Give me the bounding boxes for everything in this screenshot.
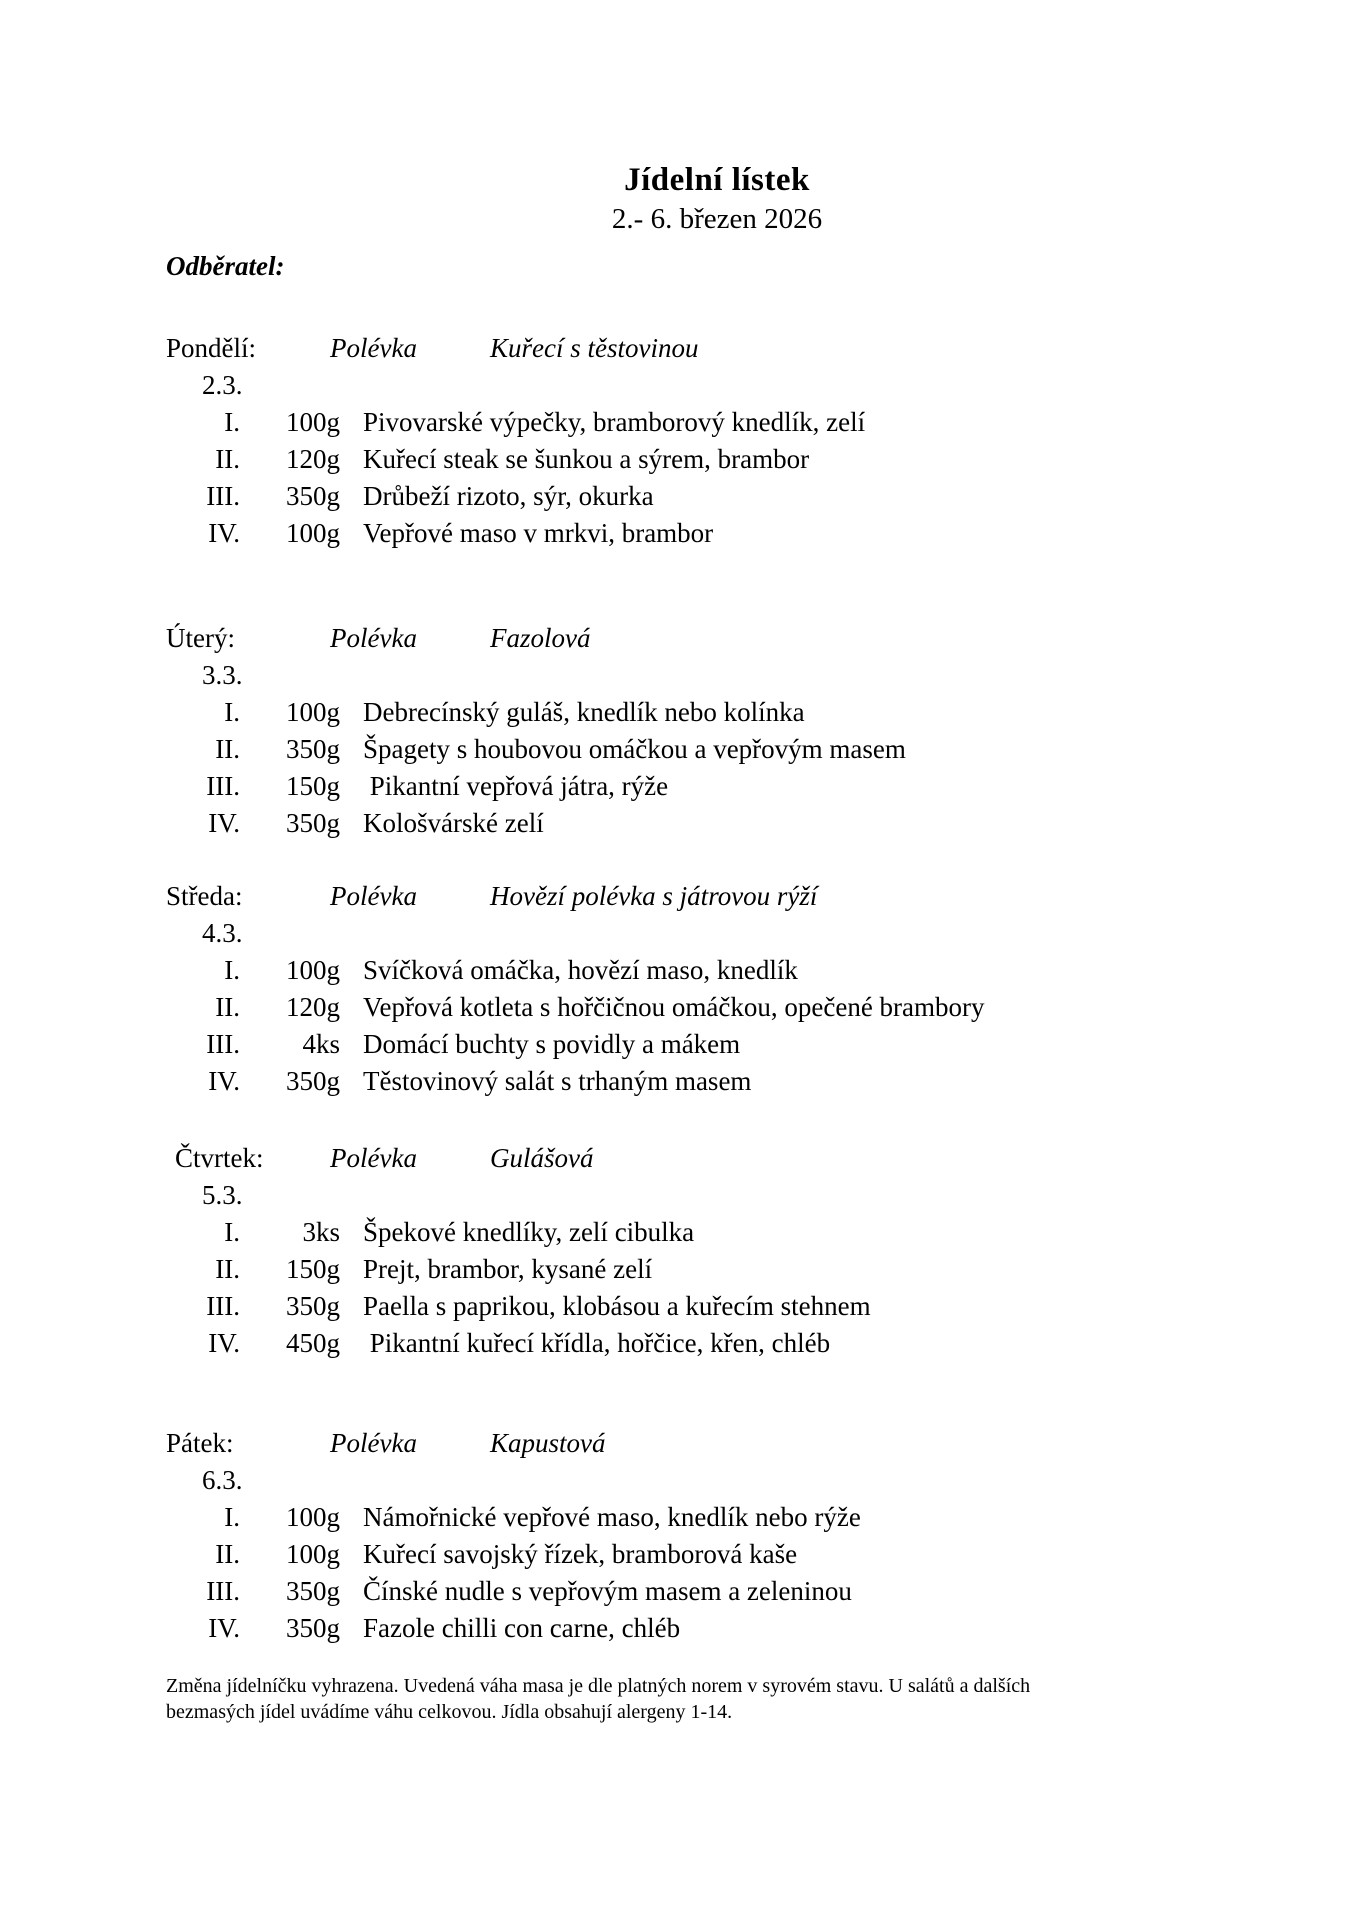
menu-item-row: [166, 768, 1268, 805]
item-weight: 120g: [286, 444, 340, 474]
soup-label: Polévka: [330, 1428, 417, 1458]
item-description: Debrecínský guláš, knedlík nebo kolínka: [363, 697, 805, 727]
item-description: Špekové knedlíky, zelí cibulka: [363, 1217, 695, 1247]
item-numeral: III.: [206, 1576, 240, 1606]
item-numeral: I.: [224, 1217, 240, 1247]
day-block-friday: [166, 1425, 1268, 1647]
day-date: 2.3.: [202, 370, 243, 400]
soup-name: Hovězí polévka s játrovou rýží: [490, 881, 818, 911]
item-weight: 4ks: [302, 1029, 340, 1059]
day-date: 4.3.: [202, 918, 243, 948]
item-description: Fazole chilli con carne, chléb: [363, 1613, 681, 1643]
item-weight: 150g: [286, 1254, 340, 1284]
item-numeral: II.: [215, 734, 240, 764]
page-title: Jídelní lístek: [624, 162, 810, 198]
item-numeral: IV.: [208, 518, 240, 548]
item-description: Pikantní kuřecí křídla, hořčice, křen, chléb: [363, 1328, 831, 1358]
item-weight: 120g: [286, 992, 340, 1022]
day-header: [166, 1425, 1268, 1462]
footer-note-line-1: Změna jídelníčku vyhrazena. Uvedená váha masa je dle platných norem v syrovém stavu. U salátů a dalších: [166, 1675, 1031, 1697]
soup-label: Polévka: [330, 881, 417, 911]
item-weight: 350g: [286, 734, 340, 764]
item-numeral: I.: [224, 697, 240, 727]
item-numeral: IV.: [208, 808, 240, 838]
item-numeral: IV.: [208, 1613, 240, 1643]
menu-item-row: [166, 1325, 1268, 1362]
item-description: Těstovinový salát s trhaným masem: [363, 1066, 752, 1096]
day-header: [166, 620, 1268, 657]
item-weight: 350g: [286, 1576, 340, 1606]
footer-note: [166, 1673, 1226, 1725]
item-numeral: I.: [224, 1502, 240, 1532]
menu-item-row: [166, 731, 1268, 768]
customer-label: Odběratel:: [166, 251, 285, 281]
soup-label: Polévka: [330, 1143, 417, 1173]
menu-item-row: [166, 1214, 1268, 1251]
item-weight: 350g: [286, 808, 340, 838]
menu-item-row: [166, 478, 1268, 515]
item-numeral: IV.: [208, 1066, 240, 1096]
item-weight: 350g: [286, 1066, 340, 1096]
item-description: Námořnické vepřové maso, knedlík nebo rýže: [363, 1502, 861, 1532]
day-name: Pátek:: [166, 1428, 234, 1458]
item-description: Kuřecí steak se šunkou a sýrem, brambor: [363, 444, 810, 474]
soup-name: Kuřecí s těstovinou: [490, 333, 699, 363]
item-numeral: I.: [224, 955, 240, 985]
item-numeral: IV.: [208, 1328, 240, 1358]
item-description: Drůbeží rizoto, sýr, okurka: [363, 481, 654, 511]
soup-label: Polévka: [330, 623, 417, 653]
item-weight: 3ks: [302, 1217, 340, 1247]
item-weight: 100g: [286, 1502, 340, 1532]
menu-item-row: [166, 1536, 1268, 1573]
item-weight: 350g: [286, 1291, 340, 1321]
menu-item-row: [166, 989, 1268, 1026]
day-header: [166, 330, 1268, 367]
menu-item-row: [166, 1499, 1268, 1536]
item-numeral: III.: [206, 1029, 240, 1059]
item-description: Svíčková omáčka, hovězí maso, knedlík: [363, 955, 798, 985]
day-date: 6.3.: [202, 1465, 243, 1495]
item-description: Pivovarské výpečky, bramborový knedlík, zelí: [363, 407, 866, 437]
soup-label: Polévka: [330, 333, 417, 363]
day-name: Středa:: [166, 881, 243, 911]
day-block-thursday: [166, 1140, 1268, 1362]
menu-item-row: [166, 1251, 1268, 1288]
menu-item-row: [166, 694, 1268, 731]
item-weight: 450g: [286, 1328, 340, 1358]
item-description: Vepřové maso v mrkvi, brambor: [363, 518, 714, 548]
item-numeral: II.: [215, 992, 240, 1022]
menu-item-row: [166, 1288, 1268, 1325]
menu-item-row: [166, 1610, 1268, 1647]
document-content: [166, 160, 1268, 1725]
menu-item-row: [166, 1573, 1268, 1610]
item-weight: 100g: [286, 955, 340, 985]
item-numeral: III.: [206, 481, 240, 511]
item-weight: 100g: [286, 518, 340, 548]
item-numeral: III.: [206, 1291, 240, 1321]
item-description: Domácí buchty s povidly a mákem: [363, 1029, 741, 1059]
date-range: 2.- 6. březen 2026: [611, 203, 823, 235]
item-description: Paella s paprikou, klobásou a kuřecím stehnem: [363, 1291, 871, 1321]
soup-name: Gulášová: [490, 1143, 594, 1173]
day-block-wednesday: [166, 878, 1268, 1100]
item-description: Kološvárské zelí: [363, 808, 544, 838]
day-date: 3.3.: [202, 660, 243, 690]
item-numeral: II.: [215, 444, 240, 474]
menu-item-row: [166, 404, 1268, 441]
menu-item-row: [166, 515, 1268, 552]
item-weight: 100g: [286, 1539, 340, 1569]
day-header: [166, 878, 1268, 915]
item-weight: 350g: [286, 1613, 340, 1643]
day-block-tuesday: [166, 620, 1268, 842]
menu-item-row: [166, 805, 1268, 842]
day-date: 5.3.: [202, 1180, 243, 1210]
item-description: Čínské nudle s vepřovým masem a zeleninou: [363, 1576, 852, 1606]
item-numeral: II.: [215, 1254, 240, 1284]
soup-name: Fazolová: [490, 623, 591, 653]
item-numeral: II.: [215, 1539, 240, 1569]
item-weight: 100g: [286, 697, 340, 727]
item-numeral: III.: [206, 771, 240, 801]
menu-item-row: [166, 441, 1268, 478]
item-numeral: I.: [224, 407, 240, 437]
item-weight: 100g: [286, 407, 340, 437]
item-weight: 350g: [286, 481, 340, 511]
item-description: Prejt, brambor, kysané zelí: [363, 1254, 653, 1284]
item-description: Pikantní vepřová játra, rýže: [363, 771, 669, 801]
menu-item-row: [166, 952, 1268, 989]
item-description: Špagety s houbovou omáčkou a vepřovým masem: [363, 734, 906, 764]
day-name: Pondělí:: [166, 333, 257, 363]
item-description: Kuřecí savojský řízek, bramborová kaše: [363, 1539, 798, 1569]
soup-name: Kapustová: [490, 1428, 606, 1458]
day-name: Úterý:: [166, 623, 235, 653]
day-name: Čtvrtek:: [175, 1143, 264, 1173]
menu-item-row: [166, 1063, 1268, 1100]
menu-item-row: [166, 1026, 1268, 1063]
item-description: Vepřová kotleta s hořčičnou omáčkou, opečené brambory: [363, 992, 985, 1022]
footer-note-line-2: bezmasých jídel uvádíme váhu celkovou. Jídla obsahují alergeny 1-14.: [166, 1701, 733, 1723]
day-header: [166, 1140, 1268, 1177]
item-weight: 150g: [286, 771, 340, 801]
day-block-monday: [166, 330, 1268, 552]
